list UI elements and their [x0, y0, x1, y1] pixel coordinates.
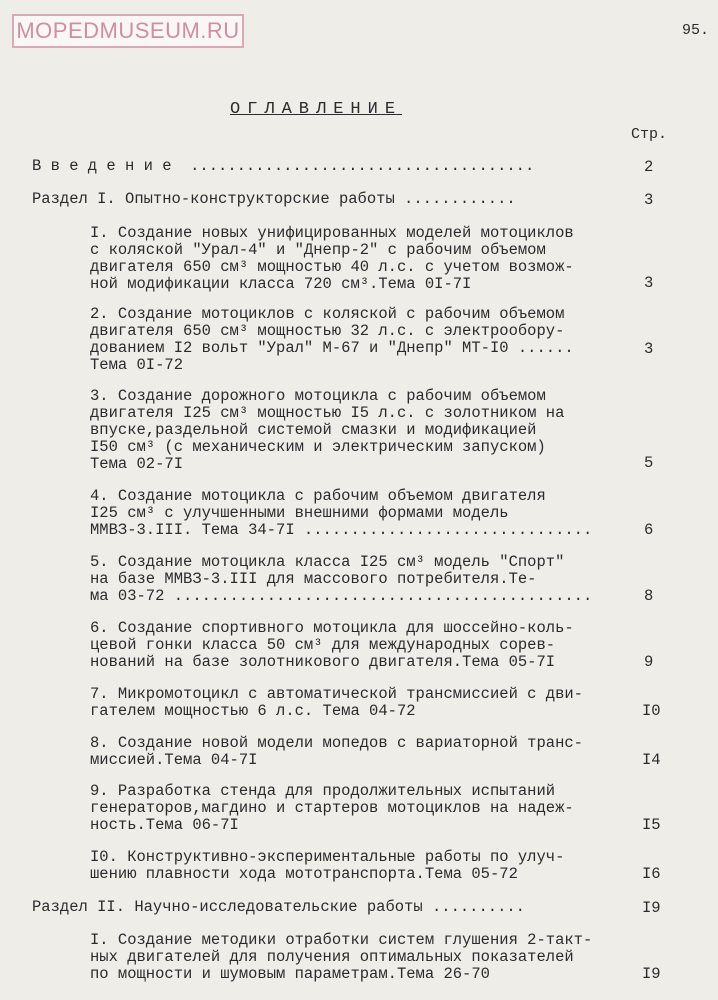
toc-page-number: 3 — [644, 274, 654, 292]
toc-line: 6. Создание спортивного мотоцикла для шоссейно-коль- — [90, 619, 574, 637]
toc-line: на базе ММВЗ-3.III для массового потребителя.Те- — [90, 570, 537, 588]
toc-entry-1-2 — [90, 306, 574, 374]
toc-line: 7. Микромотоцикл с автоматической трансмиссией с дви- — [90, 685, 583, 703]
toc-line: впуске,раздельной системой смазки и модификацией — [90, 421, 537, 439]
toc-line: генераторов,магдино и стартеров мотоциклов на надеж- — [90, 799, 574, 817]
toc-line: Тема 02-7I — [90, 455, 184, 473]
page-title: ОГЛАВЛЕНИЕ — [230, 100, 403, 119]
toc-entry-section-2 — [32, 899, 525, 916]
toc-line: I. Создание методики отработки систем глушения 2-такт- — [90, 931, 593, 949]
toc-line: 8. Создание новой модели мопедов с вариаторной транс- — [90, 734, 583, 752]
toc-page-number: I5 — [642, 816, 661, 834]
toc-line: ММВЗ-3.III. Тема 34-7I ............................... — [90, 521, 593, 539]
toc-entry-1-10 — [90, 849, 564, 883]
toc-line: гателем мощностью 6 л.с. Тема 04-72 — [90, 702, 416, 720]
watermark-logo: MOPEDMUSEUM.RU — [12, 14, 244, 48]
toc-line: 3. Создание дорожного мотоцикла с рабочим объемом — [90, 387, 546, 405]
toc-entry-1-7 — [90, 686, 583, 720]
toc-line: 4. Создание мотоцикла с рабочим объемом двигателя — [90, 487, 546, 505]
toc-page-number: 2 — [644, 158, 654, 176]
toc-line: ность.Тема 06-7I — [90, 816, 239, 834]
toc-line: 2. Создание мотоциклов с коляской с рабочим объемом — [90, 305, 565, 323]
toc-page-number: I9 — [642, 899, 661, 917]
toc-page-number: I4 — [642, 751, 661, 769]
toc-entry-1-5 — [90, 554, 592, 605]
toc-line: I. Создание новых унифицированных моделей мотоциклов — [90, 224, 574, 242]
toc-line: цевой гонки класса 50 см³ для международных сорев- — [90, 636, 556, 654]
toc-page-number: 3 — [644, 191, 654, 209]
toc-line: ных двигателей для получения оптимальных показателей — [90, 948, 574, 966]
toc-line: миссией.Тема 04-7I — [90, 751, 258, 769]
toc-line: шению плавности хода мототранспорта.Тема 05-72 — [90, 865, 518, 883]
toc-entry-intro — [32, 158, 534, 175]
toc-line: ма 03-72 ............................................. — [90, 587, 593, 605]
toc-entry-section-1 — [32, 191, 516, 208]
toc-entry-1-4 — [90, 488, 592, 539]
toc-line: двигателя 650 см³ мощностью 32 л.с. с электрообору- — [90, 322, 565, 340]
toc-page-number: I0 — [642, 702, 661, 720]
toc-line: дованием I2 вольт "Урал" М-67 и "Днепр" МТ-I0 ...... — [90, 339, 574, 357]
page-number: 95. — [682, 22, 710, 39]
toc-entry-1-1 — [90, 225, 574, 293]
toc-line: двигателя 650 см³ мощностью 40 л.с. с учетом возмож- — [90, 258, 574, 276]
toc-entry-2-1 — [90, 932, 592, 983]
toc-line: ной модификации класса 720 см³.Тема 0I-7I — [90, 275, 472, 293]
toc-line: В в е д е н и е ..................................... — [32, 157, 535, 175]
toc-entry-1-8 — [90, 735, 583, 769]
toc-page-number: 8 — [644, 587, 654, 605]
toc-page-number: 5 — [644, 454, 654, 472]
toc-page-number: 6 — [644, 521, 654, 539]
toc-line: с коляской "Урал-4" и "Днепр-2" с рабочим объемом — [90, 241, 546, 259]
toc-line: Тема 0I-72 — [90, 356, 184, 374]
toc-line: I0. Конструктивно-экспериментальные работы по улуч- — [90, 848, 565, 866]
toc-page-number: 3 — [644, 340, 654, 358]
toc-page-number: 9 — [644, 653, 654, 671]
toc-line: нований на базе золотникового двигателя.Тема 05-7I — [90, 653, 556, 671]
toc-line: I25 см³ с улучшенными внешними формами модель — [90, 504, 509, 522]
toc-line: 5. Создание мотоцикла класса I25 см³ модель "Спорт" — [90, 553, 565, 571]
toc-entry-1-3 — [90, 388, 564, 473]
toc-line: 9. Разработка стенда для продолжительных испытаний — [90, 782, 556, 800]
toc-line: двигателя I25 см³ мощностью I5 л.с. с золотником на — [90, 404, 565, 422]
toc-line: по мощности и шумовым параметрам.Тема 26-70 — [90, 965, 490, 983]
toc-line: Раздел II. Научно-исследовательские работы .......... — [32, 898, 525, 916]
toc-line: Раздел I. Опытно-конструкторские работы ............ — [32, 190, 516, 208]
toc-line: I50 см³ (с механическим и электрическим запуском) — [90, 438, 546, 456]
toc-page-number: I9 — [642, 965, 661, 983]
toc-entry-1-6 — [90, 620, 574, 671]
page-column-label: Стр. — [631, 126, 668, 143]
toc-entry-1-9 — [90, 783, 574, 834]
toc-page-number: I6 — [642, 865, 661, 883]
